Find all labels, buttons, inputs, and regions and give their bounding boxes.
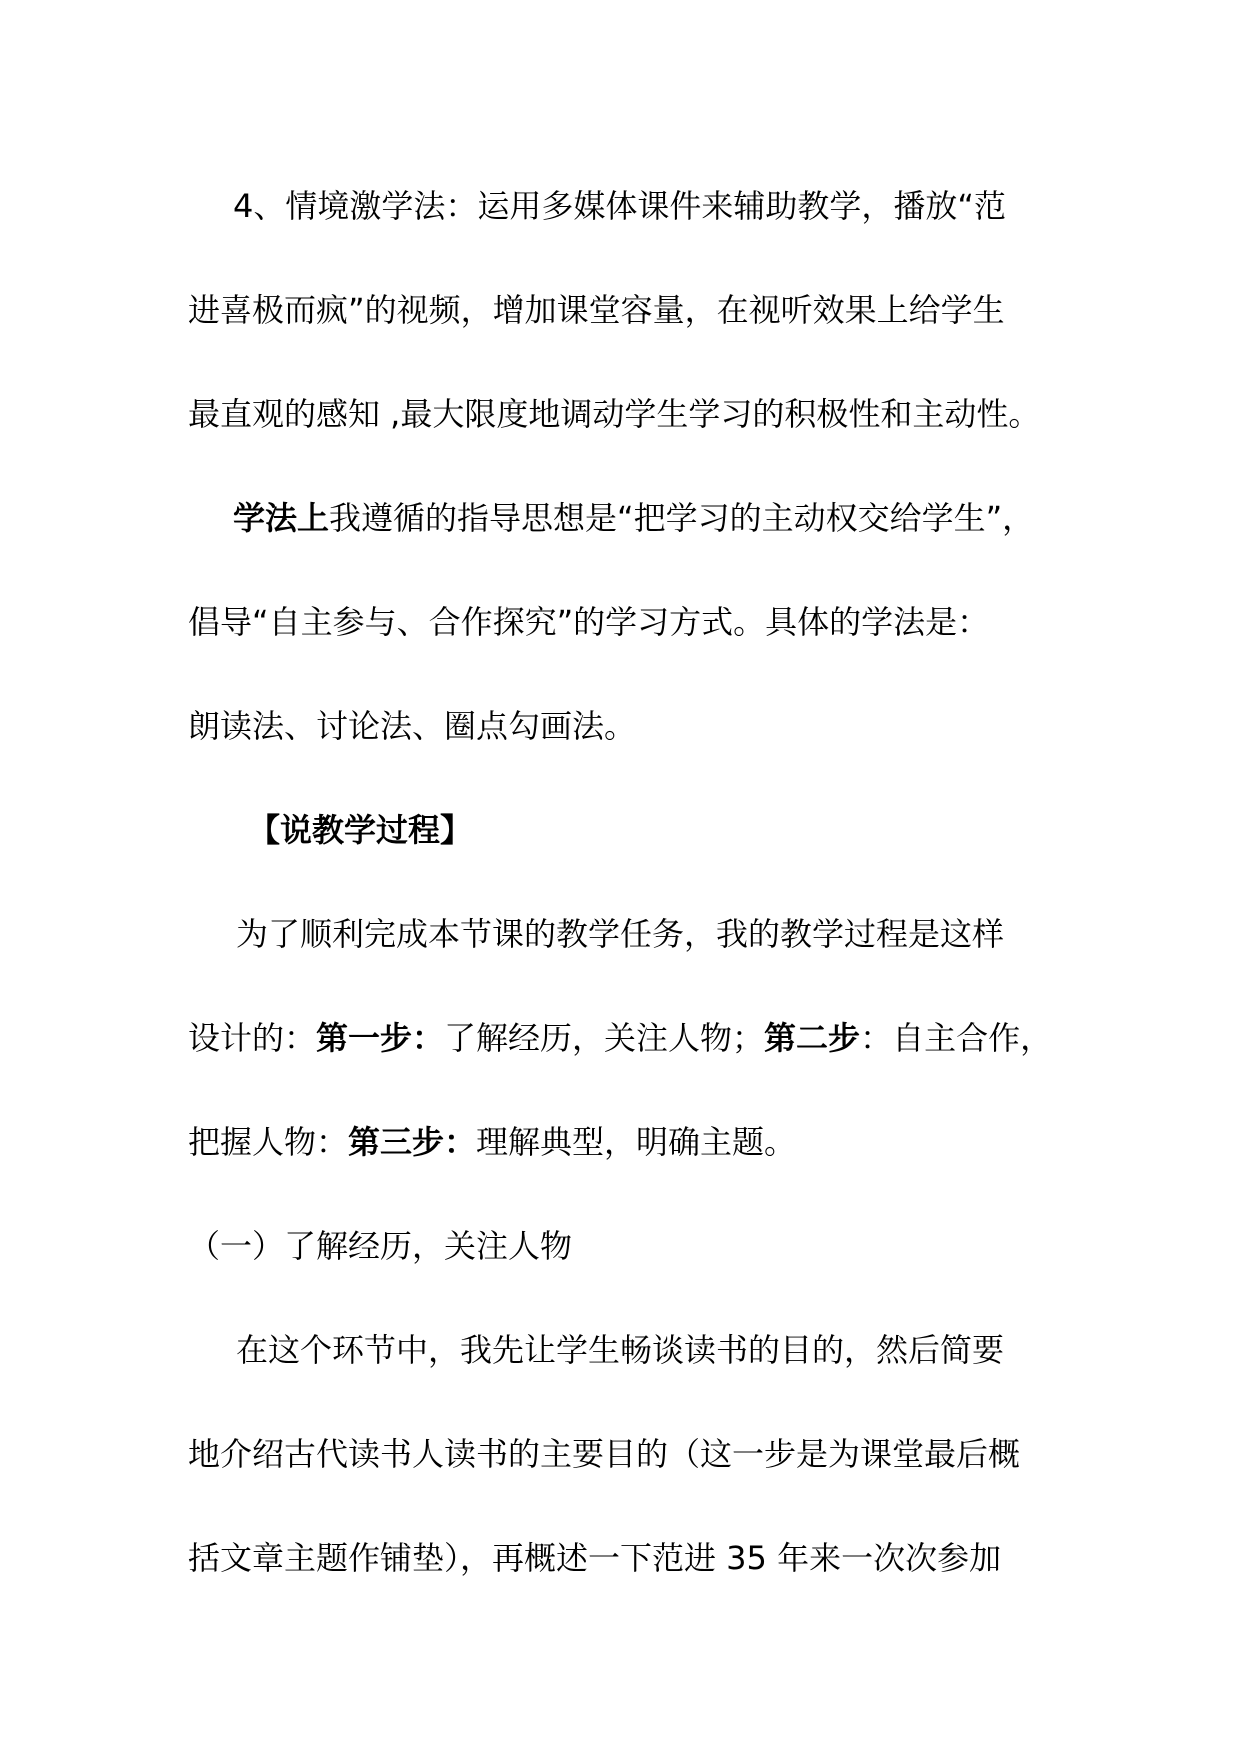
paragraph-line: 地介绍古代读书人读书的主要目的（这一步是为课堂最后概 xyxy=(188,1435,1021,1473)
step-label: 第一步： xyxy=(316,1019,445,1057)
step-text: 了解经历，关注人物； xyxy=(444,1019,765,1057)
paragraph-line xyxy=(188,1018,1052,1058)
step-label: 第三步： xyxy=(348,1123,477,1161)
paragraph-line xyxy=(188,1122,796,1162)
step-label: 第二步 xyxy=(764,1019,861,1057)
paragraph-line: 倡导“自主参与、合作探究”的学习方式。具体的学法是： xyxy=(188,603,990,641)
paragraph-line: 进喜极而疯”的视频，增加课堂容量，在视听效果上给学生 xyxy=(188,291,1005,329)
step-text: ：自主合作， xyxy=(860,1019,1053,1057)
paragraph-line: 在这个环节中，我先让学生畅谈读书的目的，然后简要 xyxy=(236,1331,1005,1369)
paragraph-line: 4、情境激学法：运用多媒体课件来辅助教学，播放“范 xyxy=(233,187,1006,225)
paragraph-text: 设计的： xyxy=(188,1019,317,1057)
paragraph-line xyxy=(233,498,1034,538)
paragraph-line: 最直观的感知 ,最大限度地调动学生学习的积极性和主动性。 xyxy=(188,395,1041,433)
paragraph-text: 把握人物： xyxy=(188,1123,349,1161)
paragraph-line: 括文章主题作铺垫），再概述一下范进 35 年来一次次参加 xyxy=(188,1539,1002,1577)
paragraph-line: 为了顺利完成本节课的教学任务，我的教学过程是这样 xyxy=(236,915,1005,953)
subheading: （一）了解经历，关注人物 xyxy=(188,1227,573,1265)
bold-label: 学法上 xyxy=(233,499,330,537)
paragraph-text: 我遵循的指导思想是“把学习的主动权交给学生”， xyxy=(329,499,1035,537)
step-text: 理解典型，明确主题。 xyxy=(476,1123,797,1161)
paragraph-line: 朗读法、讨论法、圈点勾画法。 xyxy=(188,707,637,745)
section-heading: 【说教学过程】 xyxy=(248,811,473,849)
